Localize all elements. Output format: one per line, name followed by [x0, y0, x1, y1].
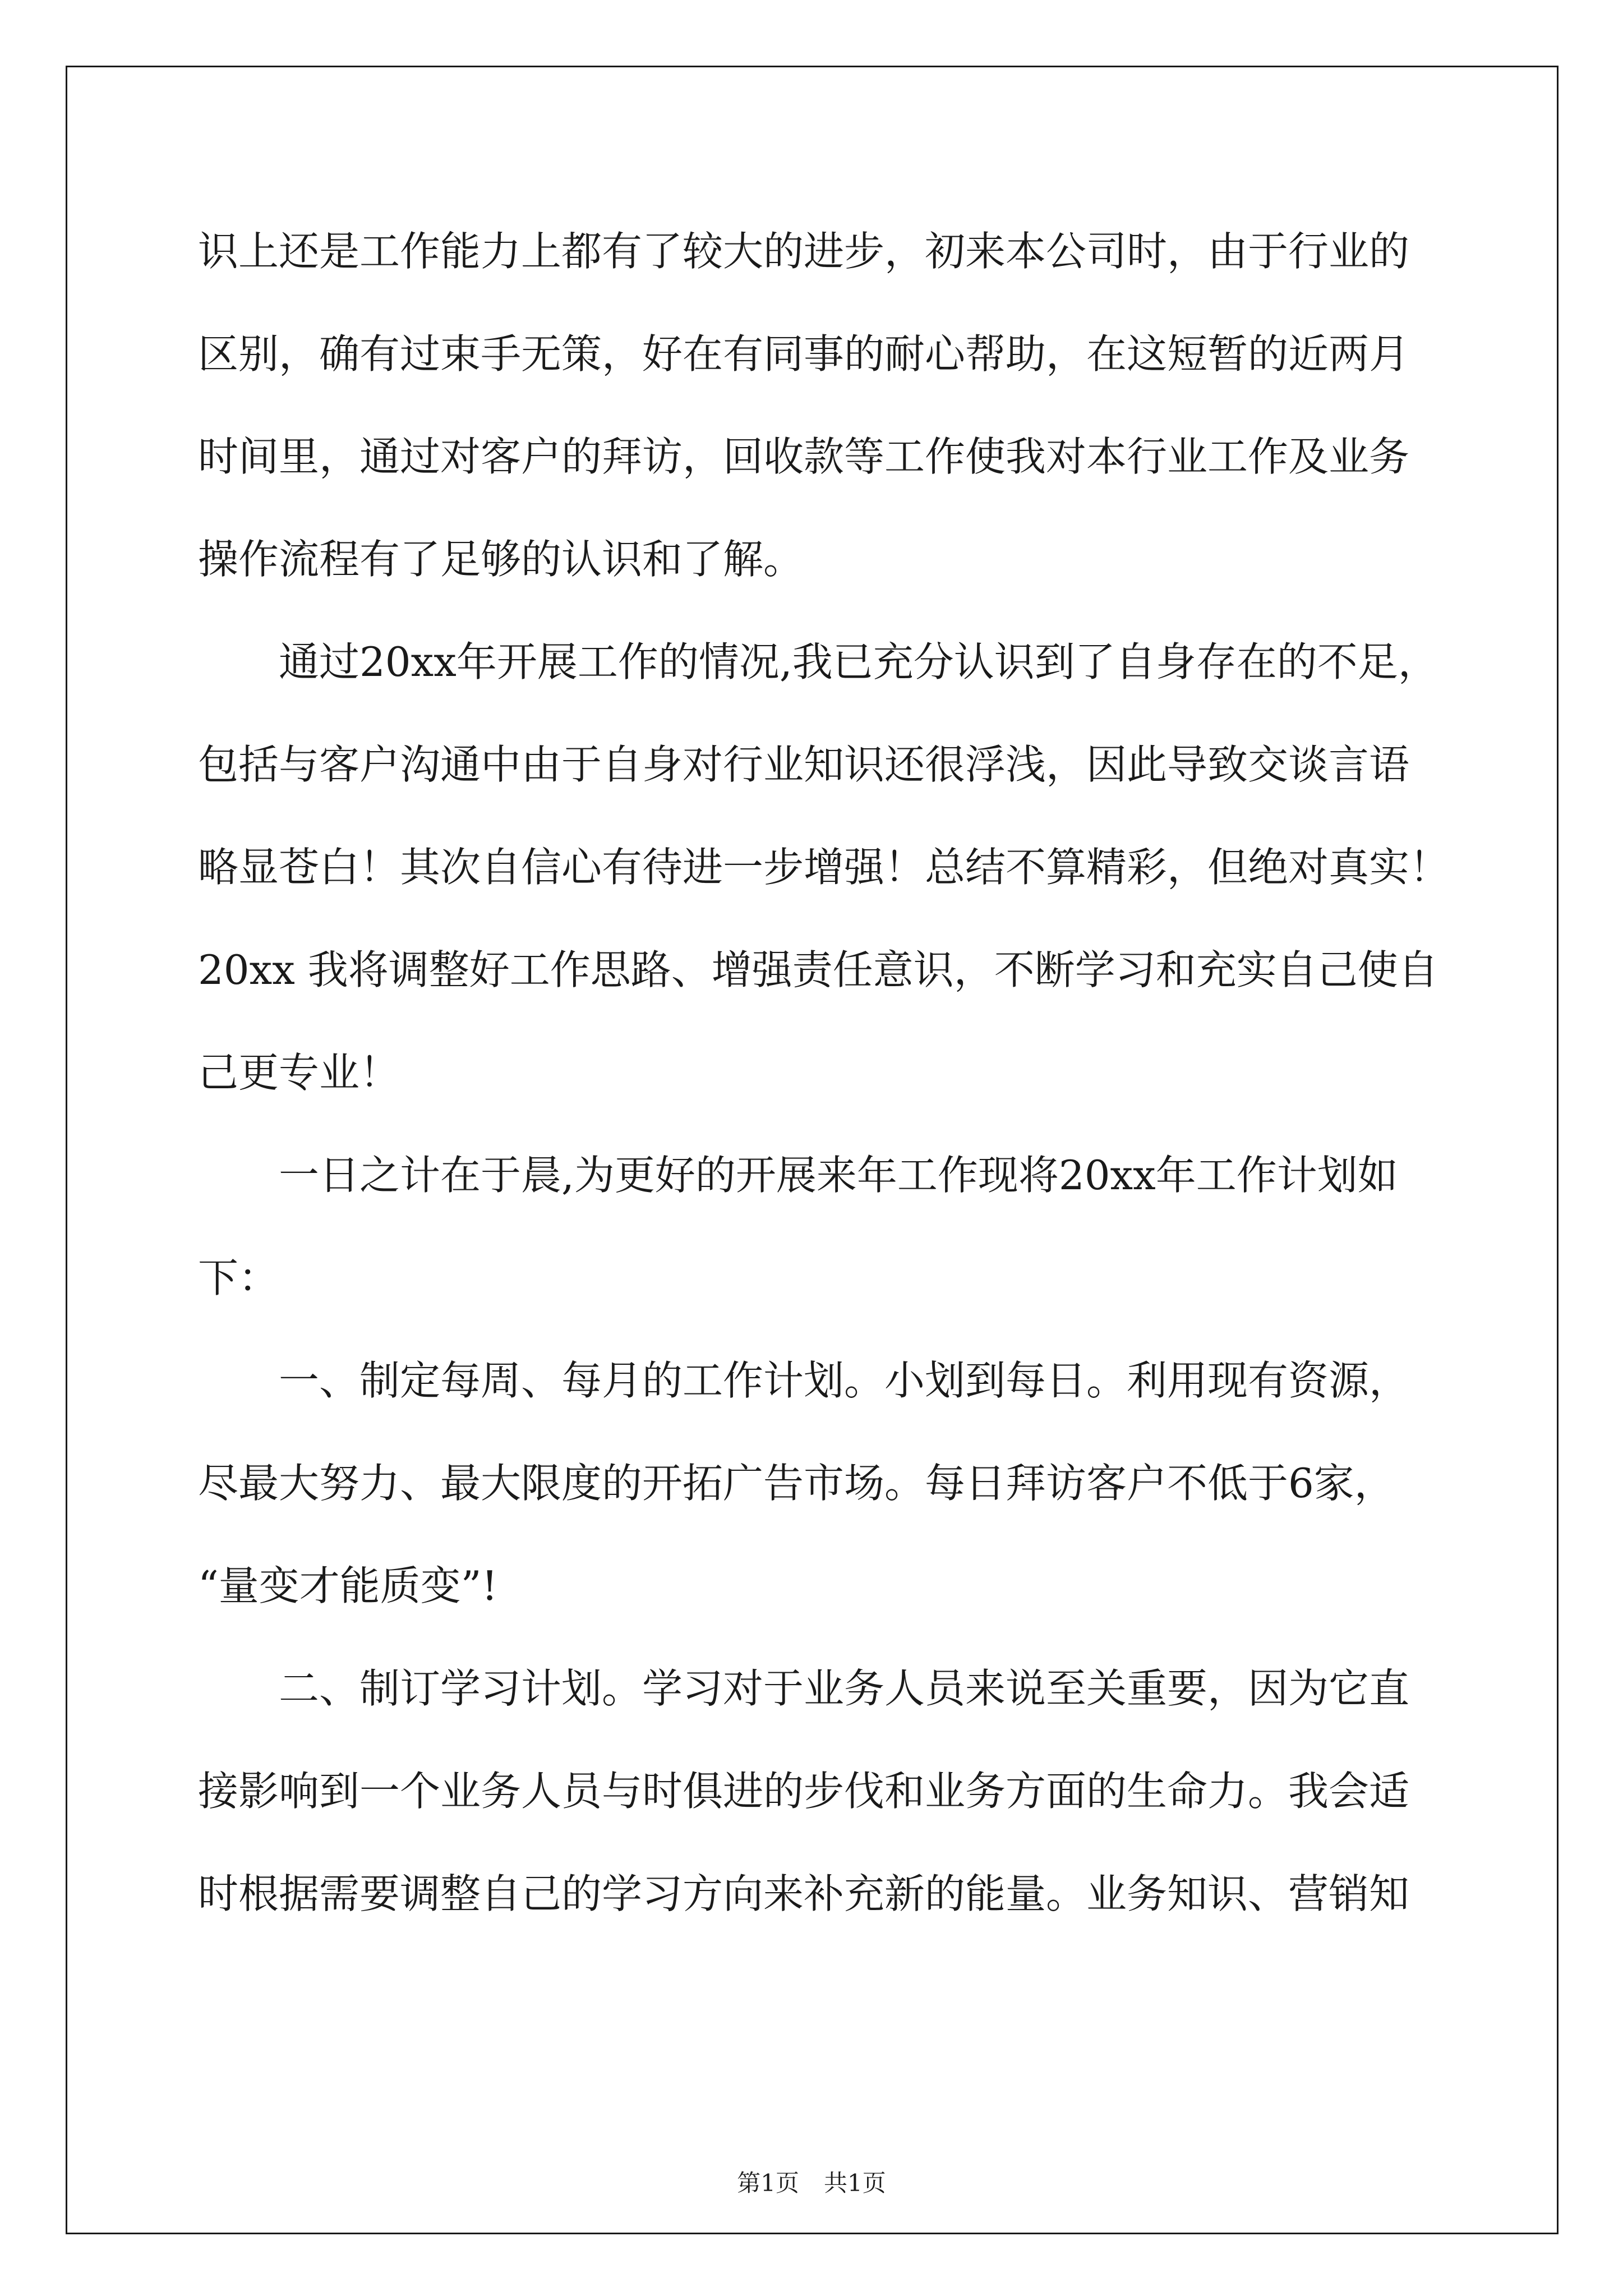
body-line-8: 20xx 我将调整好工作思路、增强责任意识，不断学习和充实自己使自: [198, 946, 1438, 993]
body-line-11: 下：: [198, 1254, 279, 1301]
body-line-9: 己更专业！: [198, 1049, 400, 1096]
body-line-7: 略显苍白！其次自信心有待进一步增强！总结不算精彩，但绝对真实！: [198, 844, 1450, 891]
body-line-14: “量变才能质变”!: [198, 1562, 498, 1609]
page-number-total: 共1页: [824, 2169, 886, 2197]
body-line-6: 包括与客户沟通中由于自身对行业知识还很浮浅，因此导致交谈言语: [198, 741, 1410, 788]
page-number-current: 第1页: [737, 2169, 799, 2197]
body-line-17: 时根据需要调整自己的学习方向来补充新的能量。业务知识、营销知: [198, 1870, 1410, 1917]
body-line-16: 接影响到一个业务人员与时俱进的步伐和业务方面的生命力。我会适: [198, 1768, 1410, 1815]
body-line-2: 区别，确有过束手无策，好在有同事的耐心帮助，在这短暂的近两月: [198, 330, 1410, 378]
body-line-12: 一、制定每周、每月的工作计划。小划到每日。利用现有资源，: [279, 1357, 1410, 1404]
body-line-4: 操作流程有了足够的认识和了解。: [198, 536, 804, 583]
body-line-3: 时间里，通过对客户的拜访，回收款等工作使我对本行业工作及业务: [198, 433, 1410, 480]
body-line-13: 尽最大努力、最大限度的开拓广告市场。每日拜访客户不低于6家，: [198, 1460, 1395, 1507]
body-line-15: 二、制订学习计划。学习对于业务人员来说至关重要，因为它直: [279, 1665, 1410, 1712]
page-footer: [0, 2168, 1623, 2199]
body-line-1: 识上还是工作能力上都有了较大的进步，初来本公司时，由于行业的: [198, 228, 1410, 275]
body-line-5: 通过20xx年开展工作的情况,我已充分认识到了自身存在的不足，: [279, 638, 1438, 685]
body-line-10: 一日之计在于晨,为更好的开展来年工作现将20xx年工作计划如: [279, 1152, 1398, 1199]
